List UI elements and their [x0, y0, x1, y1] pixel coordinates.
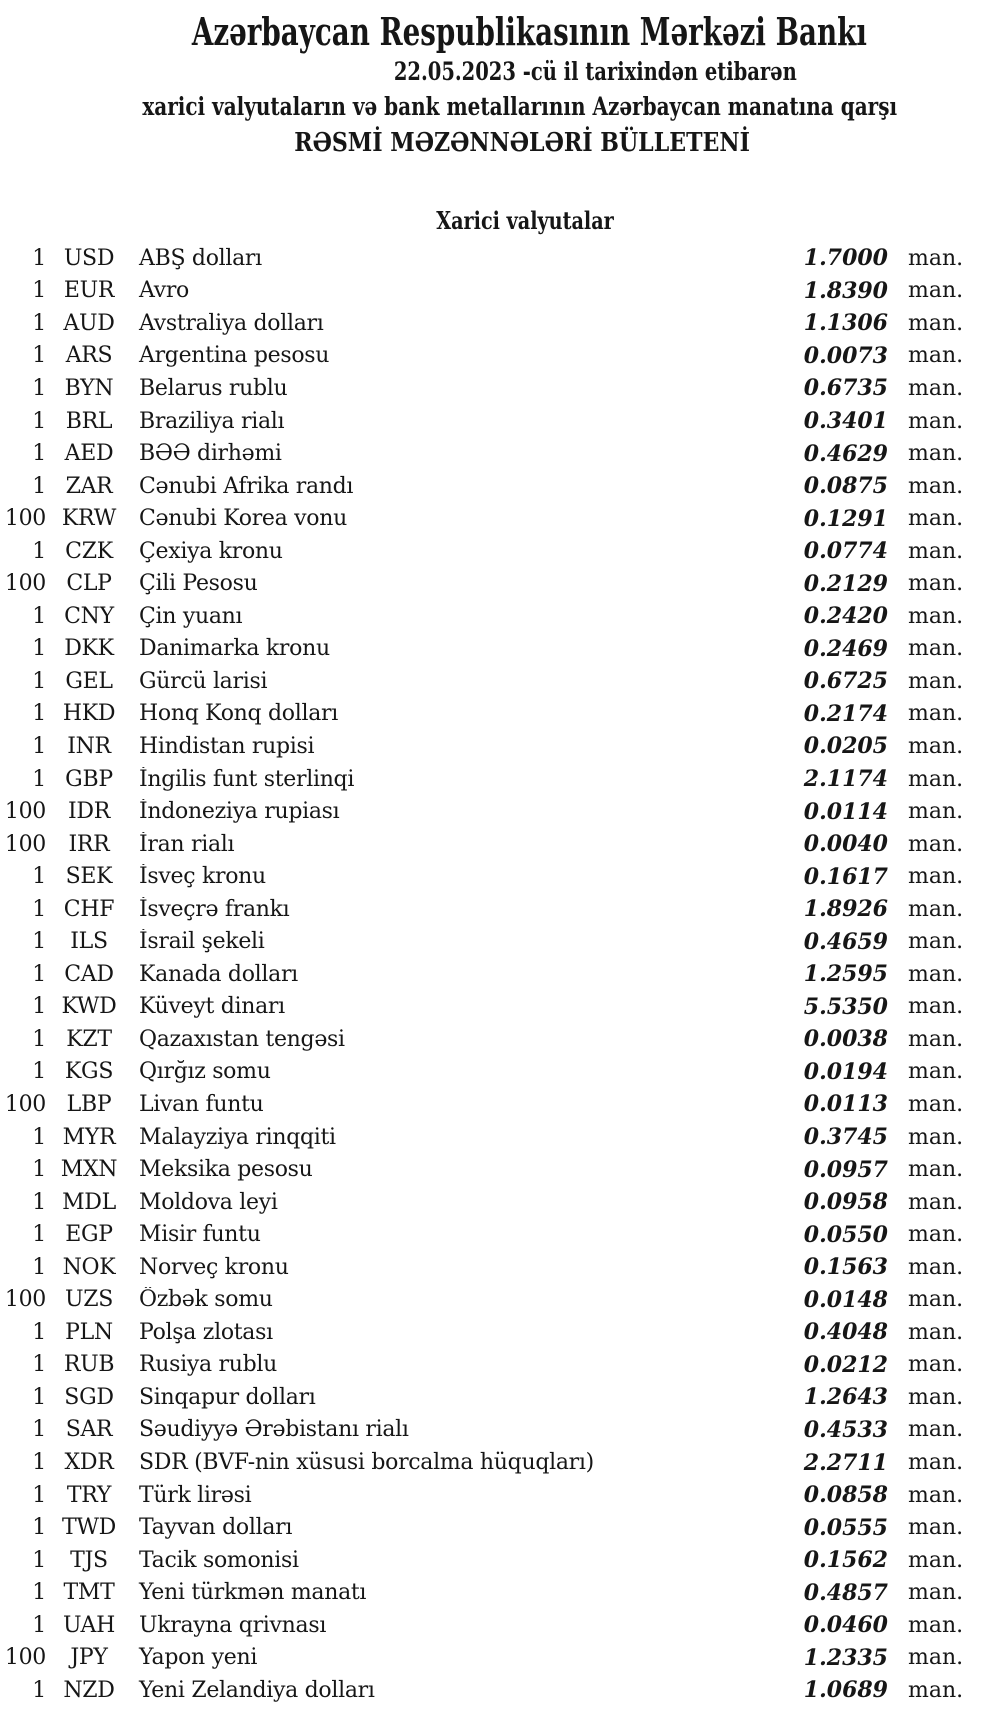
exchange-rate: 0.0875: [803, 473, 888, 500]
currency-code: TMT: [63, 1580, 115, 1606]
currency-name: Moldova leyi: [139, 1189, 278, 1215]
currency-name: İsrail şekeli: [139, 929, 265, 955]
currency-name: Sinqapur dolları: [139, 1384, 316, 1410]
exchange-rate: 0.4629: [803, 440, 888, 467]
quantity: 1: [32, 766, 46, 792]
currency-unit: man.: [908, 864, 964, 890]
currency-code: IRR: [68, 831, 110, 857]
currency-name: Meksika pesosu: [139, 1157, 313, 1183]
currency-name: SDR (BVF-nin xüsusi borcalma hüquqları): [139, 1450, 594, 1475]
subject-text: xarici valyutaların və bank metallarının Azərbaycan manatına qarşı: [142, 92, 898, 121]
currency-code: AED: [64, 441, 114, 467]
exchange-rate: 0.3745: [803, 1124, 888, 1151]
exchange-rate: 0.0958: [803, 1189, 888, 1216]
currency-name: Malayziya rinqqiti: [139, 1124, 336, 1150]
currency-name: Misir funtu: [139, 1222, 261, 1248]
table-row: [0, 665, 964, 698]
currency-name: Avstraliya dolları: [139, 310, 324, 336]
currency-name: Polşa zlotası: [139, 1319, 273, 1345]
currency-name: Kanada dolları: [139, 961, 298, 987]
currency-name: Tayvan dolları: [139, 1515, 293, 1541]
quantity: 1: [32, 538, 46, 564]
exchange-rate: 0.0858: [803, 1482, 888, 1509]
currency-unit: man.: [908, 636, 964, 662]
currency-unit: man.: [908, 1157, 964, 1183]
quantity: 100: [4, 1287, 46, 1313]
quantity: 1: [32, 636, 46, 662]
quantity: 1: [32, 896, 46, 922]
quantity: 1: [32, 1222, 46, 1248]
table-row: [0, 698, 964, 731]
currency-unit: man.: [908, 766, 964, 792]
exchange-rate: 1.8926: [803, 896, 888, 923]
currency-unit: man.: [908, 733, 964, 759]
currency-code: BRL: [65, 408, 113, 434]
quantity: 1: [32, 1580, 46, 1606]
table-row: [0, 1088, 964, 1121]
currency-unit: man.: [908, 1189, 964, 1215]
currency-name: Belarus rublu: [139, 375, 288, 401]
table-row: [0, 1023, 964, 1056]
currency-name: Braziliya rialı: [139, 408, 285, 434]
exchange-rate: 0.0550: [803, 1221, 888, 1248]
exchange-rate: 5.5350: [803, 993, 888, 1020]
table-row: [0, 535, 964, 568]
exchange-rate: 0.0148: [803, 1286, 888, 1313]
currency-unit: man.: [908, 441, 964, 467]
exchange-rate: 0.0460: [803, 1612, 888, 1639]
currency-unit: man.: [908, 603, 964, 629]
quantity: 1: [32, 929, 46, 955]
currency-unit: man.: [908, 375, 964, 401]
currency-unit: man.: [908, 310, 964, 336]
effective-date-text: 22.05.2023 -cü il tarixindən etibarən: [393, 57, 797, 86]
table-row: [0, 405, 964, 438]
currency-name: Rusiya rublu: [139, 1352, 277, 1378]
exchange-rate: 2.1174: [803, 766, 888, 793]
exchange-rate: 0.3401: [803, 408, 888, 434]
section-title: [0, 205, 1000, 237]
quantity: 1: [32, 441, 46, 467]
quantity: 100: [4, 571, 46, 597]
currency-name: Çin yuanı: [139, 603, 243, 629]
currency-name: Yapon yeni: [139, 1645, 258, 1671]
currency-unit: man.: [908, 473, 964, 499]
table-row: [0, 893, 964, 926]
currency-unit: man.: [908, 506, 964, 532]
exchange-rate: 0.2129: [803, 570, 888, 597]
exchange-rate: 0.0555: [803, 1514, 888, 1541]
subject-line: [0, 92, 1000, 122]
currency-name: Küveyt dinarı: [139, 994, 285, 1020]
exchange-rate: 1.2335: [803, 1644, 888, 1671]
currency-unit: man.: [908, 929, 964, 955]
currency-unit: man.: [908, 1547, 964, 1573]
effective-date-line: [0, 57, 1000, 87]
exchange-rate: 1.0689: [803, 1677, 888, 1704]
exchange-rate: 1.7000: [803, 245, 888, 272]
currency-unit: man.: [908, 1124, 964, 1150]
currency-code: RUB: [63, 1352, 115, 1378]
currency-name: Norveç kronu: [139, 1254, 289, 1280]
currency-code: CHF: [63, 896, 115, 922]
table-row: [0, 1446, 964, 1479]
table-row: [0, 1218, 964, 1251]
currency-name: Çexiya kronu: [139, 538, 283, 564]
exchange-rate: 0.4857: [803, 1579, 888, 1606]
quantity: 1: [32, 733, 46, 759]
rates-table: [0, 242, 964, 1707]
currency-unit: man.: [908, 1384, 964, 1410]
currency-name: İran rialı: [139, 831, 235, 857]
table-row: [0, 1576, 964, 1609]
currency-name: BƏƏ dirhəmi: [139, 441, 282, 467]
currency-name: İsveç kronu: [139, 864, 266, 890]
exchange-rate: 0.0957: [803, 1156, 888, 1183]
table-row: [0, 1511, 964, 1544]
quantity: 1: [32, 245, 46, 271]
table-row: [0, 1153, 964, 1186]
currency-unit: man.: [908, 343, 964, 369]
quantity: 100: [4, 799, 46, 825]
currency-unit: man.: [908, 1612, 964, 1638]
currency-code: DKK: [64, 636, 114, 662]
quantity: 1: [32, 310, 46, 336]
currency-unit: man.: [908, 701, 964, 727]
quantity: 1: [32, 1547, 46, 1573]
currency-unit: man.: [908, 1254, 964, 1280]
table-row: [0, 1056, 964, 1089]
currency-name: Səudiyyə Ərəbistanı rialı: [139, 1417, 409, 1443]
currency-code: TJS: [70, 1547, 108, 1573]
currency-code: MXN: [60, 1157, 118, 1183]
currency-code: JPY: [70, 1645, 108, 1671]
currency-code: AUD: [63, 310, 115, 336]
currency-code: GBP: [65, 766, 113, 792]
table-row: [0, 860, 964, 893]
table-row: [0, 795, 964, 828]
currency-unit: man.: [908, 668, 964, 694]
currency-code: USD: [63, 245, 115, 271]
table-row: [0, 242, 964, 275]
table-row: [0, 307, 964, 340]
quantity: 1: [32, 961, 46, 987]
quantity: 1: [32, 1482, 46, 1508]
currency-code: NZD: [63, 1677, 115, 1703]
table-row: [0, 437, 964, 470]
currency-unit: man.: [908, 1287, 964, 1313]
table-row: [0, 1544, 964, 1577]
table-row: [0, 567, 964, 600]
exchange-rate: 0.1563: [803, 1254, 888, 1281]
currency-code: NOK: [62, 1254, 116, 1280]
currency-name: Cənubi Afrika randı: [139, 473, 354, 499]
quantity: 1: [32, 668, 46, 694]
table-row: [0, 1479, 964, 1512]
table-row: [0, 470, 964, 503]
table-row: [0, 925, 964, 958]
exchange-rate: 0.0113: [803, 1091, 888, 1118]
currency-name: Yeni türkmən manatı: [139, 1580, 367, 1606]
quantity: 1: [32, 994, 46, 1020]
currency-unit: man.: [908, 896, 964, 922]
table-row: [0, 991, 964, 1024]
currency-name: Cənubi Korea vonu: [139, 506, 347, 532]
bank-title: [0, 10, 1000, 54]
section-title-text: Xarici valyutalar: [436, 206, 614, 235]
exchange-rate: 0.0774: [803, 538, 888, 565]
currency-code: UZS: [65, 1287, 113, 1313]
currency-code: MYR: [62, 1124, 116, 1150]
currency-unit: man.: [908, 1515, 964, 1541]
quantity: 1: [32, 1612, 46, 1638]
currency-unit: man.: [908, 1450, 964, 1475]
exchange-rate: 0.0212: [803, 1351, 888, 1378]
currency-unit: man.: [908, 1677, 964, 1703]
currency-unit: man.: [908, 1645, 964, 1671]
exchange-rate: 0.2469: [803, 635, 888, 662]
bank-title-text: Azərbaycan Respublikasının Mərkəzi Bankı: [191, 9, 867, 54]
exchange-rate: 0.0073: [803, 342, 888, 369]
exchange-rate: 0.0205: [803, 733, 888, 760]
exchange-rate: 1.8390: [803, 277, 888, 304]
exchange-rate: 1.1306: [803, 310, 888, 337]
currency-code: EGP: [65, 1222, 113, 1248]
quantity: 1: [32, 1026, 46, 1052]
currency-code: ZAR: [65, 473, 113, 499]
currency-unit: man.: [908, 278, 964, 304]
quantity: 1: [32, 1189, 46, 1215]
currency-unit: man.: [908, 1417, 964, 1443]
currency-name: Honq Konq dolları: [139, 701, 338, 727]
table-row: [0, 1186, 964, 1219]
currency-code: HKD: [62, 701, 116, 727]
currency-code: KWD: [61, 994, 117, 1020]
currency-name: Türk lirəsi: [139, 1482, 252, 1508]
exchange-rate: 0.6725: [803, 668, 888, 695]
table-row: [0, 1284, 964, 1317]
currency-code: SGD: [64, 1384, 114, 1410]
quantity: 1: [32, 1352, 46, 1378]
table-row: [0, 1316, 964, 1349]
currency-code: XDR: [64, 1450, 114, 1475]
quantity: 1: [32, 1124, 46, 1150]
quantity: 1: [32, 603, 46, 629]
bulletin-title-text: RƏSMİ MƏZƏNNƏLƏRİ BÜLLETENİ: [294, 128, 750, 158]
currency-unit: man.: [908, 1319, 964, 1345]
table-row: [0, 1251, 964, 1284]
currency-name: ABŞ dolları: [139, 245, 262, 271]
currency-unit: man.: [908, 1352, 964, 1378]
quantity: 1: [32, 1059, 46, 1085]
currency-code: ARS: [65, 343, 113, 369]
currency-code: EUR: [63, 278, 115, 304]
exchange-rate: 0.2420: [803, 603, 888, 630]
currency-name: Qırğız somu: [139, 1059, 271, 1085]
table-row: [0, 828, 964, 861]
quantity: 1: [32, 1450, 46, 1475]
currency-code: CLP: [66, 571, 112, 597]
exchange-rate: 0.0194: [803, 1058, 888, 1085]
currency-unit: man.: [908, 1222, 964, 1248]
currency-name: Ukrayna qrivnası: [139, 1612, 327, 1638]
currency-code: KRW: [61, 506, 117, 532]
currency-name: İsveçrə frankı: [139, 896, 290, 922]
table-row: [0, 1349, 964, 1382]
quantity: 1: [32, 343, 46, 369]
quantity: 1: [32, 864, 46, 890]
quantity: 1: [32, 375, 46, 401]
currency-code: TRY: [66, 1482, 112, 1508]
currency-name: Gürcü larisi: [139, 668, 268, 694]
quantity: 1: [32, 473, 46, 499]
currency-code: SEK: [65, 864, 113, 890]
table-row: [0, 633, 964, 666]
table-row: [0, 275, 964, 308]
currency-name: Qazaxıstan tengəsi: [139, 1026, 345, 1052]
exchange-rate: 0.1291: [803, 505, 888, 532]
currency-code: TWD: [61, 1515, 117, 1541]
currency-code: GEL: [65, 668, 113, 694]
bulletin-title: [0, 127, 1000, 159]
exchange-rate: 0.6735: [803, 375, 888, 402]
currency-code: KZT: [66, 1026, 112, 1052]
quantity: 1: [32, 1515, 46, 1541]
exchange-rate: 0.0114: [803, 798, 888, 825]
quantity: 100: [4, 1091, 46, 1117]
quantity: 1: [32, 1157, 46, 1183]
currency-code: BYN: [64, 375, 114, 401]
quantity: 1: [32, 408, 46, 434]
exchange-rate: 0.4048: [803, 1319, 888, 1346]
currency-name: Danimarka kronu: [139, 636, 330, 662]
table-row: [0, 502, 964, 535]
exchange-rate: 1.2595: [803, 961, 888, 988]
exchange-rate: 0.0040: [803, 831, 888, 858]
currency-code: CZK: [65, 538, 113, 564]
currency-name: Tacik somonisi: [139, 1547, 299, 1573]
quantity: 1: [32, 1254, 46, 1280]
currency-name: Hindistan rupisi: [139, 733, 315, 759]
table-row: [0, 600, 964, 633]
currency-unit: man.: [908, 1580, 964, 1606]
quantity: 100: [4, 831, 46, 857]
currency-unit: man.: [908, 831, 964, 857]
currency-unit: man.: [908, 1091, 964, 1117]
currency-code: LBP: [66, 1091, 112, 1117]
currency-code: PLN: [65, 1319, 113, 1345]
currency-name: Livan funtu: [139, 1091, 264, 1117]
exchange-rate: 2.2711: [803, 1449, 888, 1476]
exchange-rate: 0.4533: [803, 1416, 888, 1443]
table-row: [0, 1642, 964, 1675]
currency-code: KGS: [64, 1059, 114, 1085]
exchange-rate: 0.1617: [803, 863, 888, 890]
currency-unit: man.: [908, 1482, 964, 1508]
quantity: 100: [4, 506, 46, 532]
currency-unit: man.: [908, 571, 964, 597]
exchange-rate: 0.2174: [803, 700, 888, 727]
table-row: [0, 1609, 964, 1642]
table-row: [0, 1121, 964, 1154]
exchange-rate: 0.4659: [803, 928, 888, 955]
currency-unit: man.: [908, 994, 964, 1020]
currency-code: CNY: [64, 603, 114, 629]
currency-unit: man.: [908, 799, 964, 825]
table-row: [0, 763, 964, 796]
currency-name: İndoneziya rupiası: [139, 799, 340, 825]
currency-code: INR: [67, 733, 111, 759]
currency-unit: man.: [908, 538, 964, 564]
currency-name: Argentina pesosu: [139, 343, 330, 369]
currency-unit: man.: [908, 1059, 964, 1085]
table-row: [0, 1381, 964, 1414]
currency-unit: man.: [908, 408, 964, 434]
currency-name: Yeni Zelandiya dolları: [139, 1677, 375, 1703]
currency-code: UAH: [62, 1612, 116, 1638]
quantity: 1: [32, 1319, 46, 1345]
currency-name: Çili Pesosu: [139, 571, 258, 597]
currency-unit: man.: [908, 961, 964, 987]
exchange-rate: 0.1562: [803, 1547, 888, 1574]
quantity: 100: [4, 1645, 46, 1671]
table-row: [0, 1674, 964, 1707]
quantity: 1: [32, 1677, 46, 1703]
currency-code: SAR: [65, 1417, 113, 1443]
currency-name: İngilis funt sterlinqi: [139, 766, 355, 792]
currency-name: Özbək somu: [139, 1287, 273, 1313]
quantity: 1: [32, 1384, 46, 1410]
table-row: [0, 958, 964, 991]
currency-code: ILS: [70, 929, 108, 955]
currency-unit: man.: [908, 1026, 964, 1052]
quantity: 1: [32, 1417, 46, 1443]
currency-unit: man.: [908, 245, 964, 271]
table-row: [0, 372, 964, 405]
table-row: [0, 340, 964, 373]
table-row: [0, 730, 964, 763]
currency-code: MDL: [62, 1189, 116, 1215]
exchange-rate: 0.0038: [803, 1026, 888, 1053]
currency-name: Avro: [139, 278, 189, 304]
exchange-rate: 1.2643: [803, 1384, 888, 1411]
quantity: 1: [32, 701, 46, 727]
quantity: 1: [32, 278, 46, 304]
currency-code: IDR: [68, 799, 110, 825]
currency-code: CAD: [64, 961, 114, 987]
table-row: [0, 1414, 964, 1447]
